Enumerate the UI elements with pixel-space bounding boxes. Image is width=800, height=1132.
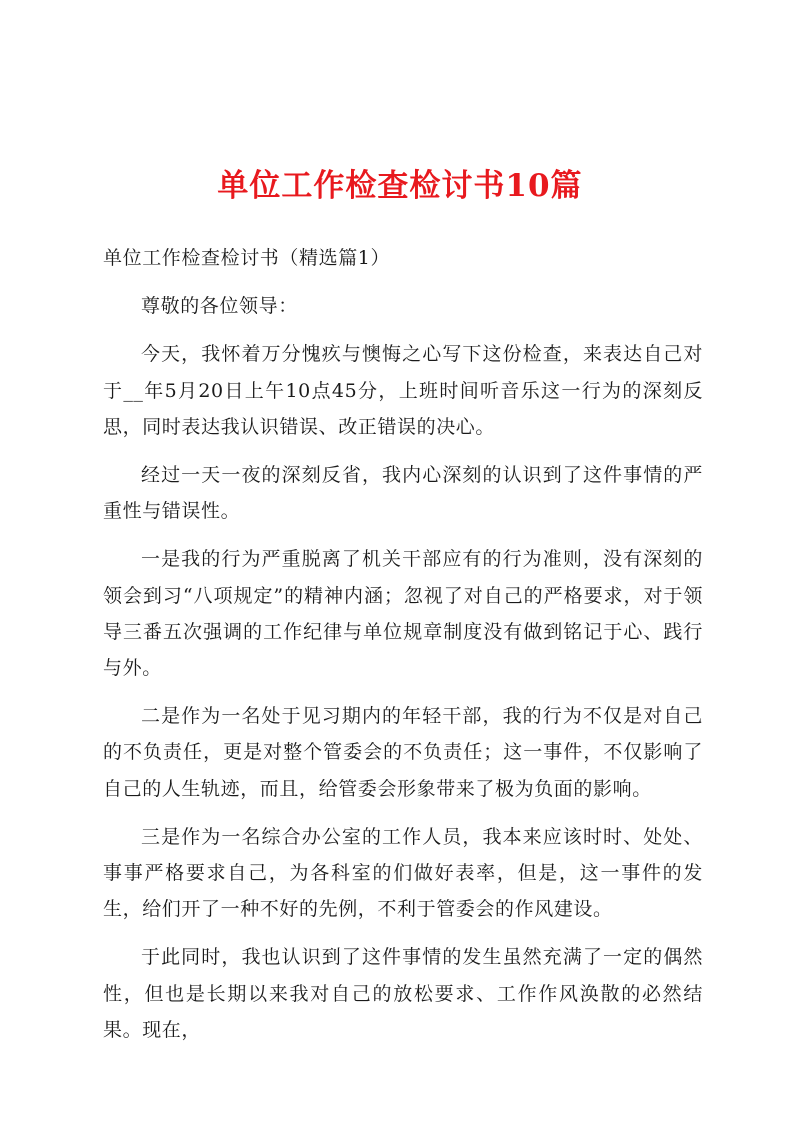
body-paragraph: 于此同时，我也认识到了这件事情的发生虽然充满了一定的偶然性，但也是长期以来我对自己的放松要求、工作作风涣散的必然结果。现在，	[103, 946, 703, 1041]
section-heading: 单位工作检查检讨书（精选篇1）	[103, 247, 391, 269]
document-body	[103, 240, 703, 1060]
body-paragraph: 二是作为一名处于见习期内的年轻干部，我的行为不仅是对自己的不负责任，更是对整个管委会的不负责任；这一事件，不仅影响了自己的人生轨迹，而且，给管委会形象带来了极为负面的影响。	[103, 705, 703, 800]
body-paragraph: 三是作为一名综合办公室的工作人员，我本来应该时时、处处、事事严格要求自己，为各科室的们做好表率，但是，这一事件的发生，给们开了一种不好的先例，不利于管委会的作风建设。	[103, 825, 703, 921]
body-paragraph: 今天，我怀着万分愧疚与懊悔之心写下这份检查，来表达自己对于__年5月20日上午10点45分，上班时间听音乐这一行为的深刻反思，同时表达我认识错误、改正错误的决心。	[103, 343, 703, 438]
body-paragraph: 一是我的行为严重脱离了机关干部应有的行为准则，没有深刻的领会到习“八项规定”的精神内涵；忽视了对自己的严格要求，对于领导三番五次强调的工作纪律与单位规章制度没有做到铭记于心、践行与外。	[103, 548, 703, 680]
salutation: 尊敬的各位领导：	[141, 295, 298, 318]
document-title: 单位工作检查检讨书10篇	[217, 168, 583, 204]
body-paragraph: 经过一天一夜的深刻反省，我内心深刻的认识到了这件事情的严重性与错误性。	[103, 464, 703, 523]
